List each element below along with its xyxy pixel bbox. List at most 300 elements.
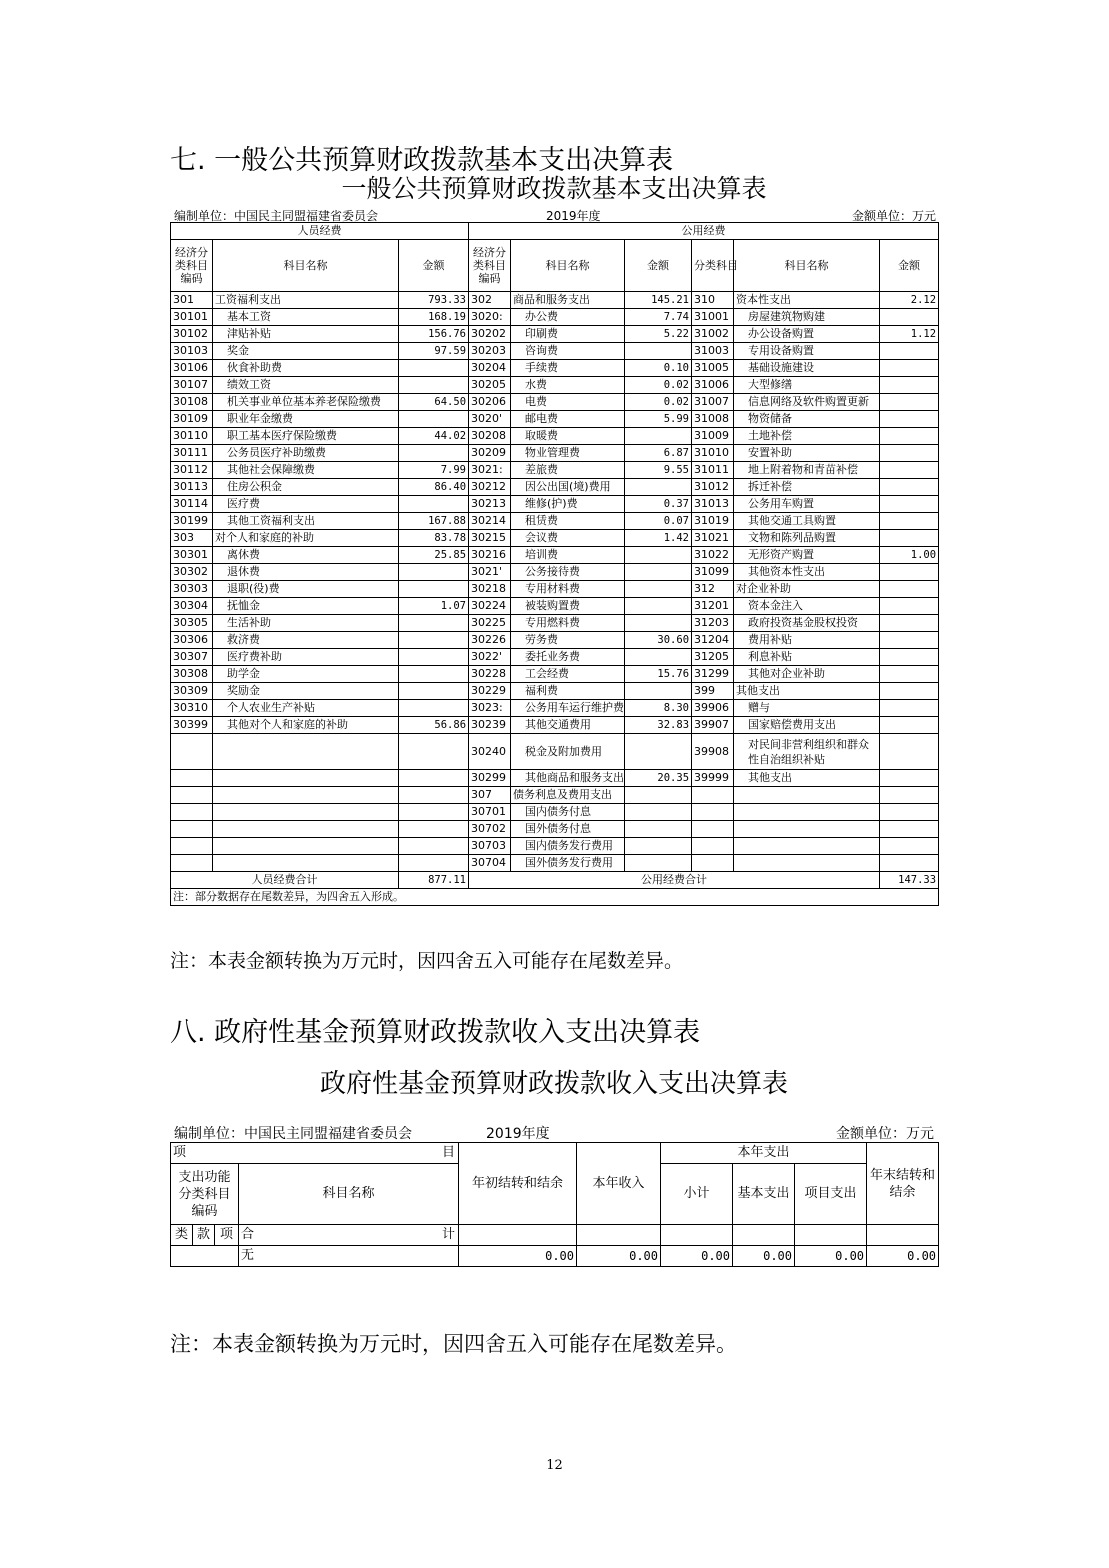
amount-cell: 5.99	[625, 411, 692, 428]
table-row	[171, 445, 939, 462]
col-name-header: 科目名称	[511, 240, 625, 292]
amount-cell	[880, 445, 939, 462]
xiang-header: 项	[215, 1225, 239, 1246]
code-cell: 30240	[469, 734, 511, 770]
amount-cell	[880, 360, 939, 377]
total-label-start: 合	[241, 1227, 255, 1242]
amount-cell	[399, 838, 469, 855]
name-cell: 债务利息及费用支出	[511, 787, 625, 804]
empty-cell	[867, 1225, 939, 1246]
name-cell: 对企业补助	[734, 581, 880, 598]
empty-cell	[661, 1225, 733, 1246]
table1-title: 一般公共预算财政拨款基本支出决算表	[341, 174, 767, 203]
amount-cell	[399, 787, 469, 804]
name-cell: 专用材料费	[511, 581, 625, 598]
table-row	[171, 428, 939, 445]
name-cell: 拆迁补偿	[734, 479, 880, 496]
code-cell	[692, 855, 734, 872]
name-cell: 奖金	[213, 343, 399, 360]
table-row	[171, 804, 939, 821]
amount-cell	[625, 855, 692, 872]
amount-cell	[880, 309, 939, 326]
col-code-header: 分类科目	[692, 240, 734, 292]
table2-unit: 金额单位：万元	[836, 1126, 934, 1142]
table-row	[171, 649, 939, 666]
amount-cell	[880, 598, 939, 615]
code-cell: 30215	[469, 530, 511, 547]
code-cell: 30310	[171, 700, 213, 717]
code-cell: 30399	[171, 717, 213, 734]
amount-cell	[399, 360, 469, 377]
code-cell: 31013	[692, 496, 734, 513]
amount-cell	[880, 632, 939, 649]
name-cell: 商品和服务支出	[511, 292, 625, 309]
code-cell: 31002	[692, 326, 734, 343]
name-cell: 劳务费	[511, 632, 625, 649]
name-cell: 专用燃料费	[511, 615, 625, 632]
amount-cell	[625, 734, 692, 770]
amount-cell	[399, 411, 469, 428]
name-cell: 其他支出	[734, 683, 880, 700]
code-cell: 3022'	[469, 649, 511, 666]
code-cell: 30218	[469, 581, 511, 598]
fund-budget-table-block	[170, 1062, 938, 1267]
table-row	[171, 496, 939, 513]
name-cell: 专用设备购置	[734, 343, 880, 360]
code-cell: 399	[692, 683, 734, 700]
name-cell: 伙食补助费	[213, 360, 399, 377]
name-cell	[213, 821, 399, 838]
public-total-value: 147.33	[880, 872, 939, 889]
name-cell: 取暖费	[511, 428, 625, 445]
col-code-header: 经济分类科目编码	[469, 240, 511, 292]
amount-cell: 1.07	[399, 598, 469, 615]
code-cell: 39906	[692, 700, 734, 717]
amount-cell	[880, 683, 939, 700]
code-cell: 307	[469, 787, 511, 804]
page-number: 12	[546, 1458, 563, 1473]
name-cell	[213, 855, 399, 872]
group-personnel-header: 人员经费	[171, 223, 469, 240]
name-cell: 其他交通费用	[511, 717, 625, 734]
code-cell: 31201	[692, 598, 734, 615]
subject-name-header: 科目名称	[239, 1164, 459, 1225]
name-cell: 职工基本医疗保险缴费	[213, 428, 399, 445]
table-row	[171, 377, 939, 394]
end-balance-header: 年末结转和结余	[867, 1143, 939, 1225]
table-row	[171, 770, 939, 787]
code-cell: 30226	[469, 632, 511, 649]
year-income-header: 本年收入	[577, 1143, 661, 1225]
name-cell: 国内债务付息	[511, 804, 625, 821]
table-row	[171, 734, 939, 770]
amount-cell	[399, 649, 469, 666]
amount-cell	[880, 411, 939, 428]
name-cell	[213, 770, 399, 787]
code-cell: 30213	[469, 496, 511, 513]
total-label-end: 计	[442, 1227, 456, 1242]
personnel-total-label: 人员经费合计	[171, 872, 399, 889]
code-cell: 30109	[171, 411, 213, 428]
code-cell: 31205	[692, 649, 734, 666]
basic-expense-header: 基本支出	[733, 1164, 795, 1225]
code-cell: 30308	[171, 666, 213, 683]
name-cell: 委托业务费	[511, 649, 625, 666]
name-cell: 办公费	[511, 309, 625, 326]
amount-cell	[399, 821, 469, 838]
name-cell: 物业管理费	[511, 445, 625, 462]
amount-cell	[399, 666, 469, 683]
subtotal-header: 小计	[661, 1164, 733, 1225]
amount-cell	[880, 377, 939, 394]
amount-cell: 0.02	[625, 394, 692, 411]
table-row	[171, 479, 939, 496]
table-row	[171, 394, 939, 411]
name-cell: 房屋建筑物购建	[734, 309, 880, 326]
begin-balance-header: 年初结转和结余	[459, 1143, 577, 1225]
group-public-header: 公用经费	[469, 223, 939, 240]
amount-cell	[399, 581, 469, 598]
amount-cell: 1.12	[880, 326, 939, 343]
name-cell: 工会经费	[511, 666, 625, 683]
name-cell: 抚恤金	[213, 598, 399, 615]
name-cell	[734, 821, 880, 838]
name-cell: 赠与	[734, 700, 880, 717]
name-cell: 差旅费	[511, 462, 625, 479]
name-cell: 安置补助	[734, 445, 880, 462]
code-cell: 31008	[692, 411, 734, 428]
code-cell: 30303	[171, 581, 213, 598]
table-row	[171, 683, 939, 700]
name-cell: 其他支出	[734, 770, 880, 787]
amount-cell: 56.86	[399, 717, 469, 734]
name-cell	[734, 787, 880, 804]
name-cell: 电费	[511, 394, 625, 411]
name-cell: 大型修缮	[734, 377, 880, 394]
code-cell: 30107	[171, 377, 213, 394]
code-cell: 30305	[171, 615, 213, 632]
code-cell: 30203	[469, 343, 511, 360]
code-cell: 30108	[171, 394, 213, 411]
code-cell: 30209	[469, 445, 511, 462]
item-header	[171, 1143, 459, 1164]
name-cell: 基本工资	[213, 309, 399, 326]
table-row	[171, 564, 939, 581]
name-cell	[734, 838, 880, 855]
amount-cell	[880, 787, 939, 804]
amount-cell	[880, 564, 939, 581]
name-cell: 其他对个人和家庭的补助	[213, 717, 399, 734]
name-cell: 职业年金缴费	[213, 411, 399, 428]
code-cell: 30224	[469, 598, 511, 615]
code-cell: 30208	[469, 428, 511, 445]
name-cell: 对民间非营利组织和群众性自治组织补贴	[734, 734, 880, 770]
code-cell: 30106	[171, 360, 213, 377]
name-cell: 其他资本性支出	[734, 564, 880, 581]
name-cell: 被装购置费	[511, 598, 625, 615]
code-cell: 31203	[692, 615, 734, 632]
amount-cell: 2.12	[880, 292, 939, 309]
table-row	[171, 411, 939, 428]
code-cell: 31019	[692, 513, 734, 530]
year-expense-header: 本年支出	[661, 1143, 867, 1164]
amount-cell: 86.40	[399, 479, 469, 496]
name-cell: 国内债务发行费用	[511, 838, 625, 855]
value-cell: 0.00	[733, 1246, 795, 1267]
table1-footnote: 注：部分数据存在尾数差异，为四舍五入形成。	[171, 889, 939, 906]
name-cell: 因公出国(境)费用	[511, 479, 625, 496]
code-cell: 30225	[469, 615, 511, 632]
table-row	[171, 615, 939, 632]
table-row	[171, 530, 939, 547]
amount-cell	[399, 804, 469, 821]
code-cell: 31299	[692, 666, 734, 683]
amount-cell	[625, 564, 692, 581]
amount-cell	[880, 479, 939, 496]
amount-cell	[399, 564, 469, 581]
name-cell: 医疗费补助	[213, 649, 399, 666]
name-cell: 其他商品和服务支出	[511, 770, 625, 787]
amount-cell: 0.10	[625, 360, 692, 377]
table-row	[171, 360, 939, 377]
amount-cell	[880, 838, 939, 855]
name-cell: 津贴补贴	[213, 326, 399, 343]
amount-cell	[625, 581, 692, 598]
code-cell: 30701	[469, 804, 511, 821]
code-cell	[692, 821, 734, 838]
code-cell: 31010	[692, 445, 734, 462]
amount-cell	[399, 770, 469, 787]
empty-cell	[733, 1225, 795, 1246]
amount-cell	[625, 804, 692, 821]
code-cell: 30113	[171, 479, 213, 496]
name-cell: 其他社会保障缴费	[213, 462, 399, 479]
name-cell: 物资储备	[734, 411, 880, 428]
name-cell: 工资福利支出	[213, 292, 399, 309]
amount-cell	[880, 700, 939, 717]
table2-title: 政府性基金预算财政拨款收入支出决算表	[319, 1069, 788, 1099]
amount-cell	[625, 598, 692, 615]
amount-cell: 6.87	[625, 445, 692, 462]
name-cell: 救济费	[213, 632, 399, 649]
item-header-end: 目	[442, 1145, 456, 1160]
amount-cell: 83.78	[399, 530, 469, 547]
name-cell: 会议费	[511, 530, 625, 547]
amount-cell	[625, 787, 692, 804]
code-cell: 30301	[171, 547, 213, 564]
code-cell	[171, 855, 213, 872]
code-cell: 3023:	[469, 700, 511, 717]
name-cell	[213, 734, 399, 770]
amount-cell: 5.22	[625, 326, 692, 343]
fund-budget-table	[170, 1142, 939, 1267]
amount-cell: 1.42	[625, 530, 692, 547]
name-cell: 退职(役)费	[213, 581, 399, 598]
amount-cell: 0.37	[625, 496, 692, 513]
table-row	[171, 717, 939, 734]
amount-cell	[880, 513, 939, 530]
name-cell: 资本性支出	[734, 292, 880, 309]
name-cell: 离休费	[213, 547, 399, 564]
table-row	[171, 309, 939, 326]
code-cell: 3021'	[469, 564, 511, 581]
code-cell: 30702	[469, 821, 511, 838]
table-row	[171, 292, 939, 309]
amount-cell: 0.02	[625, 377, 692, 394]
name-cell: 手续费	[511, 360, 625, 377]
amount-cell: 793.33	[399, 292, 469, 309]
code-cell: 30302	[171, 564, 213, 581]
code-cell: 30229	[469, 683, 511, 700]
code-cell: 30205	[469, 377, 511, 394]
empty-cell	[459, 1225, 577, 1246]
code-cell: 310	[692, 292, 734, 309]
value-cell: 0.00	[661, 1246, 733, 1267]
section8-note: 注：本表金额转换为万元时，因四舍五入可能存在尾数差异。	[170, 1332, 737, 1356]
amount-cell	[880, 649, 939, 666]
amount-cell: 168.19	[399, 309, 469, 326]
amount-cell	[625, 615, 692, 632]
name-cell	[213, 804, 399, 821]
value-cell: 0.00	[577, 1246, 661, 1267]
code-cell: 31005	[692, 360, 734, 377]
section7-note: 注：本表金额转换为万元时，因四舍五入可能存在尾数差异。	[170, 950, 684, 972]
name-cell: 生活补助	[213, 615, 399, 632]
amount-cell	[880, 804, 939, 821]
table-row	[171, 598, 939, 615]
name-cell: 公务用车运行维护费	[511, 700, 625, 717]
basic-expenditure-table	[170, 222, 939, 906]
name-cell: 其他工资福利支出	[213, 513, 399, 530]
personnel-total-value: 877.11	[399, 872, 469, 889]
name-cell: 其他对企业补助	[734, 666, 880, 683]
code-cell: 30206	[469, 394, 511, 411]
col-name-header: 科目名称	[213, 240, 399, 292]
name-cell: 基础设施建设	[734, 360, 880, 377]
amount-cell: 30.60	[625, 632, 692, 649]
name-cell: 其他交通工具购置	[734, 513, 880, 530]
amount-cell	[399, 855, 469, 872]
code-cell: 30304	[171, 598, 213, 615]
table1-unit: 金额单位：万元	[851, 209, 936, 223]
col-amount-header: 金额	[880, 240, 939, 292]
name-cell: 国外债务发行费用	[511, 855, 625, 872]
amount-cell	[399, 496, 469, 513]
code-cell: 302	[469, 292, 511, 309]
table-row	[171, 462, 939, 479]
name-cell: 利息补贴	[734, 649, 880, 666]
code-cell	[171, 770, 213, 787]
code-cell: 312	[692, 581, 734, 598]
code-cell	[171, 804, 213, 821]
amount-cell	[880, 666, 939, 683]
name-cell: 维修(护)费	[511, 496, 625, 513]
kuan-header: 款	[193, 1225, 215, 1246]
amount-cell: 1.00	[880, 547, 939, 564]
table1-org: 编制单位：中国民主同盟福建省委员会	[174, 209, 379, 223]
code-cell: 31022	[692, 547, 734, 564]
name-cell: 绩效工资	[213, 377, 399, 394]
amount-cell	[880, 462, 939, 479]
name-cell: 机关事业单位基本养老保险缴费	[213, 394, 399, 411]
col-amount-header: 金额	[625, 240, 692, 292]
name-cell: 住房公积金	[213, 479, 399, 496]
amount-cell	[399, 377, 469, 394]
code-cell: 30111	[171, 445, 213, 462]
code-cell: 30110	[171, 428, 213, 445]
amount-cell	[625, 547, 692, 564]
amount-cell	[399, 632, 469, 649]
amount-cell: 32.83	[625, 717, 692, 734]
amount-cell	[880, 717, 939, 734]
empty-cell	[577, 1225, 661, 1246]
name-cell: 信息网络及软件购置更新	[734, 394, 880, 411]
code-cell: 30228	[469, 666, 511, 683]
code-cell: 3020:	[469, 309, 511, 326]
code-cell	[692, 804, 734, 821]
amount-cell	[399, 615, 469, 632]
name-cell: 水费	[511, 377, 625, 394]
code-cell: 31001	[692, 309, 734, 326]
amount-cell: 167.88	[399, 513, 469, 530]
amount-cell	[880, 770, 939, 787]
code-cell: 30114	[171, 496, 213, 513]
code-cell: 31009	[692, 428, 734, 445]
amount-cell	[880, 615, 939, 632]
code-cell: 30299	[469, 770, 511, 787]
basic-expenditure-table-block	[170, 172, 938, 906]
name-cell: 印刷费	[511, 326, 625, 343]
name-cell: 医疗费	[213, 496, 399, 513]
name-cell: 地上附着物和青苗补偿	[734, 462, 880, 479]
name-cell: 奖励金	[213, 683, 399, 700]
amount-cell	[399, 445, 469, 462]
name-cell: 国外债务付息	[511, 821, 625, 838]
code-cell: 30306	[171, 632, 213, 649]
name-cell: 租赁费	[511, 513, 625, 530]
name-cell	[213, 838, 399, 855]
table-row	[171, 513, 939, 530]
name-cell: 国家赔偿费用支出	[734, 717, 880, 734]
amount-cell	[399, 683, 469, 700]
name-cell: 培训费	[511, 547, 625, 564]
name-cell: 咨询费	[511, 343, 625, 360]
code-cell: 31012	[692, 479, 734, 496]
code-cell: 30703	[469, 838, 511, 855]
code-cell	[692, 787, 734, 804]
code-cell: 31099	[692, 564, 734, 581]
name-cell: 无形资产购置	[734, 547, 880, 564]
table-row	[171, 666, 939, 683]
name-cell: 邮电费	[511, 411, 625, 428]
code-cell: 30704	[469, 855, 511, 872]
code-cell: 30112	[171, 462, 213, 479]
table-row	[171, 547, 939, 564]
code-cell: 301	[171, 292, 213, 309]
public-total-label: 公用经费合计	[469, 872, 880, 889]
code-cell: 30204	[469, 360, 511, 377]
name-cell: 税金及附加费用	[511, 734, 625, 770]
amount-cell	[625, 343, 692, 360]
code-cell: 30239	[469, 717, 511, 734]
code-cell: 39908	[692, 734, 734, 770]
name-cell: 退休费	[213, 564, 399, 581]
name-cell: 办公设备购置	[734, 326, 880, 343]
col-name-header: 科目名称	[734, 240, 880, 292]
amount-cell: 97.59	[399, 343, 469, 360]
table-row	[171, 787, 939, 804]
table2-year: 2019年度	[486, 1126, 550, 1142]
